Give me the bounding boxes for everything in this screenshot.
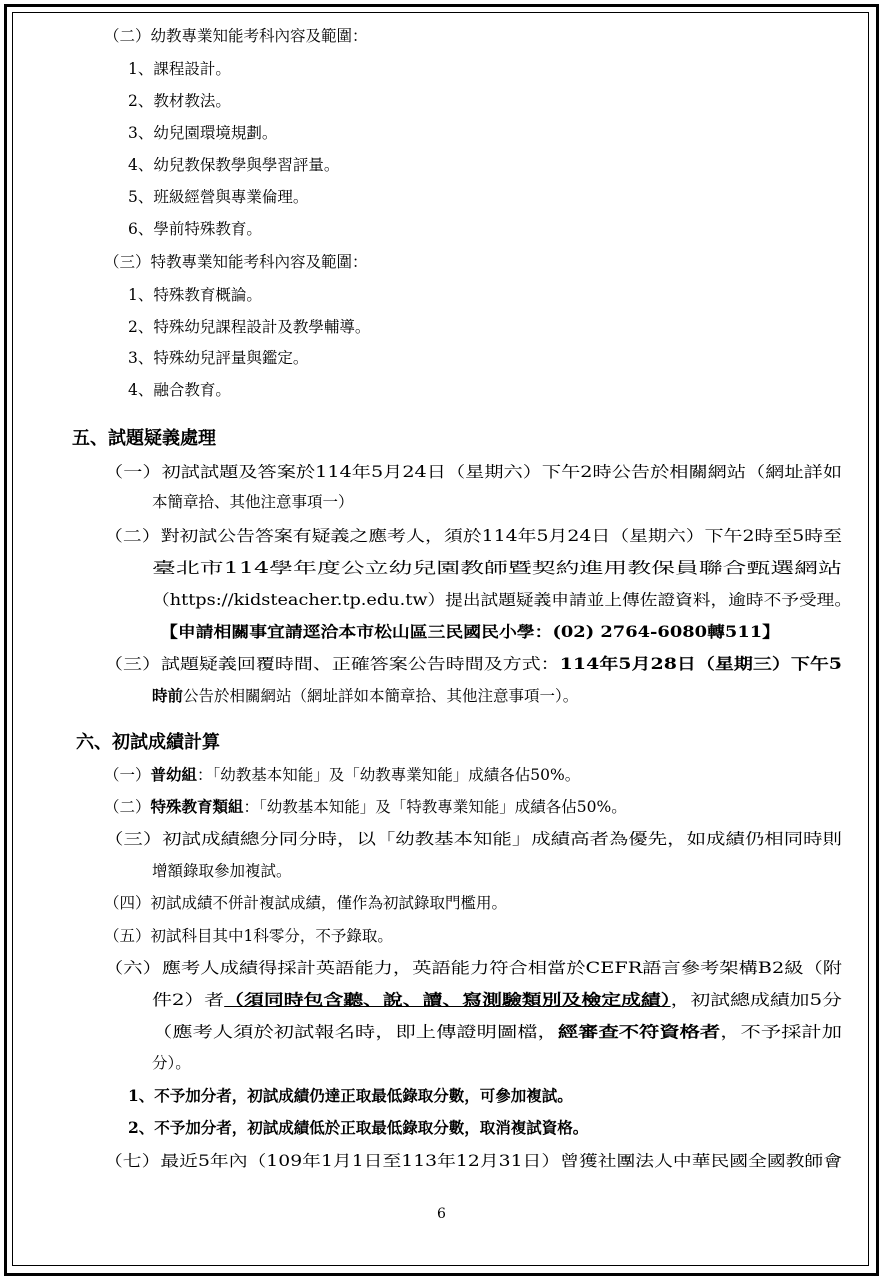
sec5-p3-line1-lead: （三）試題疑義回覆時間、正確答案公告時間及方式： <box>104 655 560 673</box>
sec6-note-2: 2、不予加分者，初試成績低於正取最低錄取分數，取消複試資格。 <box>128 1118 589 1137</box>
sec6-p5: （五）初試科目其中1科零分，不予錄取。 <box>104 927 393 945</box>
sec6-p3-line2: 增額錄取參加複試。 <box>152 862 292 880</box>
sec6-p6-line3-lead: （應考人須於初試報名時，即上傳證明圖檔， <box>152 1023 558 1041</box>
sec5-p2-line4: 【申請相關事宜請逕洽本市松山區三民國民小學：(02) 2764-6080轉511】 <box>160 622 780 641</box>
sec6-p6-line1: （六）應考人成績得採計英語能力，英語能力符合相當於CEFR語言參考架構B2級（附 <box>104 959 842 977</box>
sec5-p1-line1: （一）初試試題及答案於114年5月24日（星期六）下午2時公告於相關網站（網址詳如 <box>104 463 843 481</box>
sec6-p4: （四）初試成績不併計複試成績，僅作為初試錄取門檻用。 <box>104 894 508 912</box>
sec6-p6-line2-underlined: （須同時包含聽、說、讀、寫測驗類別及檢定成績） <box>224 990 671 1009</box>
sec4-sub3-item-3: 3、特殊幼兒評量與鑑定。 <box>128 349 309 367</box>
sec6-p2-bold: 特殊教育類組 <box>150 797 244 816</box>
sec4-sub2-item-2: 2、教材教法。 <box>128 92 231 110</box>
sec4-sub3-item-4: 4、融合教育。 <box>128 381 231 399</box>
sec6-heading: 六、初試成績計算 <box>76 732 220 753</box>
sec6-p1-rest: ：「幼教基本知能」及「幼教專業知能」成績各佔50%。 <box>197 766 581 784</box>
sec5-p3-line2-bold: 時前 <box>152 686 184 705</box>
sec6-p6-line3-rest: ，不予採計加 <box>720 1023 843 1041</box>
sec6-p1-bold: 普幼組 <box>150 765 198 784</box>
page-number: 6 <box>437 1206 446 1222</box>
sec4-sub2-item-1: 1、課程設計。 <box>128 60 231 78</box>
sec6-p6-line2-lead: 件2）者 <box>152 991 225 1009</box>
sec6-p2-num: （二） <box>104 798 151 816</box>
sec5-p3-line2-rest: 公告於相關網站（網址詳如本簡章拾、其他注意事項一）。 <box>183 687 579 705</box>
sec4-sub2-item-3: 3、幼兒園環境規劃。 <box>128 124 278 142</box>
sec5-heading: 五、試題疑義處理 <box>72 428 216 449</box>
sec5-p1-line2: 本簡章拾、其他注意事項一） <box>152 493 354 511</box>
sec6-p2-rest: ：「幼教基本知能」及「特教專業知能」成績各佔50%。 <box>243 798 627 816</box>
sec6-p6-line2-rest: ，初試總成績加5分 <box>670 991 842 1009</box>
sec4-sub3-item-1: 1、特殊教育概論。 <box>128 286 262 304</box>
sec5-p3-line1 <box>104 653 842 675</box>
sec4-sub2-item-5: 5、班級經營與專業倫理。 <box>128 188 309 206</box>
sec6-p7: （七）最近5年內（109年1月1日至113年12月31日）曾獲社團法人中華民國全國教師會 <box>104 1152 842 1170</box>
sec5-p3-line1-date: 114年5月28日（星期三）下午5 <box>559 654 843 673</box>
sec4-sub3-title: （三）特教專業知能考科內容及範圍： <box>104 253 368 271</box>
sec4-sub3-item-2: 2、特殊幼兒課程設計及教學輔導。 <box>128 318 371 336</box>
sec5-p2-line3: （https://kidsteacher.tp.edu.tw）提出試題疑義申請並上傳佐證資料，逾時不予受理。 <box>152 591 853 609</box>
sec5-p2-line2: 臺北市114學年度公立幼兒園教師暨契約進用教保員聯合甄選網站 <box>152 559 843 577</box>
sec6-note-1: 1、不予加分者，初試成績仍達正取最低錄取分數，可參加複試。 <box>128 1086 573 1105</box>
sec6-p6-line4: 分）。 <box>152 1054 191 1072</box>
sec4-sub2-title: （二）幼教專業知能考科內容及範圍： <box>104 27 368 45</box>
sec6-p6-line2 <box>152 989 842 1011</box>
sec6-p6-line3 <box>152 1021 842 1043</box>
sec5-p2-line1: （二）對初試公告答案有疑義之應考人，須於114年5月24日（星期六）下午2時至5時至 <box>104 527 842 545</box>
sec6-p3-line1: （三）初試成績總分同分時，以「幼教基本知能」成績高者為優先，如成績仍相同時則 <box>104 830 842 848</box>
sec4-sub2-item-4: 4、幼兒教保教學與學習評量。 <box>128 156 340 174</box>
sec6-p1-num: （一） <box>104 766 151 784</box>
sec6-p6-line3-bold: 經審查不符資格者 <box>557 1022 721 1041</box>
sec4-sub2-item-6: 6、學前特殊教育。 <box>128 220 262 238</box>
